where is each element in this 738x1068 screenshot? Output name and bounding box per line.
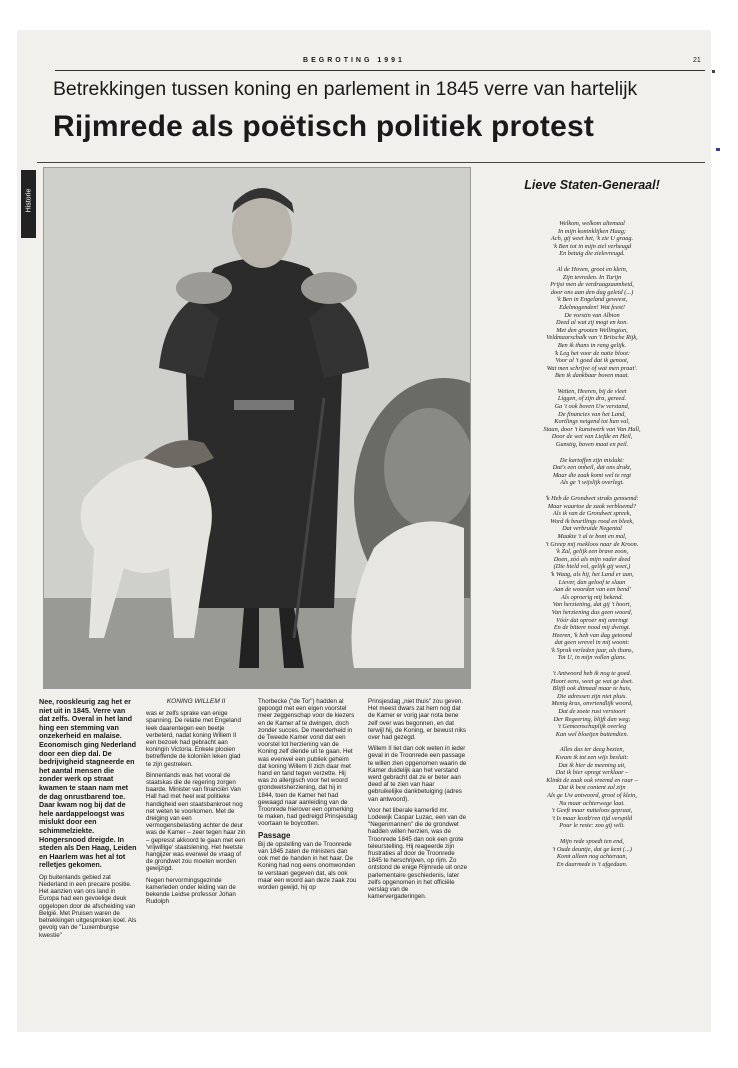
poem-line: Veldmaarschalk van 't Britsche Rijk, xyxy=(546,334,638,342)
article-column-1 xyxy=(39,698,137,943)
poem-line: Blijft ook ditmaal maar te huis, xyxy=(552,685,632,693)
poem-line: Staan, door 't kunstwerk van Van Hall, xyxy=(543,425,641,433)
poem-line: Maar waartoe de zaak verbloemd? xyxy=(547,502,637,510)
article-paragraph: Thorbecke ("de Tor") hadden al gepoogd met een eigen voorstel meer zeggenschap voor de kiezers en de Kamer af te dwingen, doch zonder succes. De meerderheid in de Tweede Kamer vond dat een voorstel tot herziening van de Koning zelf diende uit te gaan. Het was evenwel een publiek geheim dat koning Willem II zich daar met hand en tand tegen verzette. Hij was zo allergisch voor het woord grondwetsherziening, dat hij in 1844, toen de Kamer het had gewaagd naar aanleiding van de Troonrede hierover een opmerking te maken, had gedreigd Prinsjesdag voortaan te boycotten. xyxy=(258,698,358,828)
poem-line: Ach, gij weet het, 'k zie U graag. xyxy=(550,235,634,243)
poem-line: Kan wel bloeijen buitendien. xyxy=(555,730,629,738)
article-kicker: Betrekkingen tussen koning en parlement in 1845 verre van hartelijk xyxy=(53,78,638,100)
poem-line: Komt alleen nog achteraan, xyxy=(556,853,628,861)
poem-line: 't Gemeenschaplijk overleg xyxy=(557,723,627,731)
article-paragraph: Willem II liet dan ook weten in ieder geval in de Troonrede een passage te willen zien opgenomen waarin de Kamer duidelijk aan het verstand werd gebracht dat ze er beter aan deed af te zien van haar gebruikelijke dankbetuiging (adres van antwoord). xyxy=(368,745,467,803)
poem-line: Dat's een onheil, dat ons drukt, xyxy=(552,464,632,472)
poem-line: En betuig die zielevreugd. xyxy=(559,250,625,258)
poem-line: Gunstig, boven maat en peil. xyxy=(555,441,629,449)
poem-line: Van herziening dus geen woord, xyxy=(551,608,633,616)
poem-line: Als oproerig mij bekend. xyxy=(560,593,624,601)
article-column-3 xyxy=(258,698,358,895)
headline-rule xyxy=(37,162,705,163)
poem-line: Der Regeering, blijft dan weg; xyxy=(553,715,631,723)
poem xyxy=(479,220,705,876)
poem-line: Hoort eens, weet ge wat ge doet. xyxy=(550,677,634,685)
poem-line: Wat men schrijve of wat men praat'. xyxy=(546,364,638,372)
article-paragraph: Negen hervormingsgezinde kamerleden onder leiding van de bekende Leidse professor Johan Rudolph xyxy=(146,876,236,906)
page-number: 21 xyxy=(693,57,701,64)
poem-line: 'k Heb de Grondwet straks genoemd: xyxy=(545,495,639,502)
poem-stanza xyxy=(479,670,705,738)
poem-line: Vóór dat oproer mij omringt xyxy=(556,616,628,624)
poem-line: Die adressen zijn niet pluis. xyxy=(557,692,627,700)
poem-line: 'k Sprak verleden jaar, als thans, xyxy=(550,646,634,654)
poem-line: Deed al wat zij mogt en kon. xyxy=(556,319,628,327)
poem-line: Zijn tevreden. In Turijn xyxy=(562,273,622,281)
poem-line: Pour le reste: zoo gij wilt. xyxy=(559,822,625,830)
article-headline: Rijmrede als poëtisch politiek protest xyxy=(53,110,595,143)
poem-line: En de bittere nood mij dwingt. xyxy=(553,624,631,632)
poem-line: 't Geeft maar nutteloos gepraat, xyxy=(551,807,633,815)
article-paragraph: Op buitenlands gebied zat Nederland in een precaire positie. Het aanzien van ons land in Europa had een gevoelige deuk opgelopen door de afscheiding van België. Met Pruisen waren de betrekkingen uitgesproken koel. Als gevolg van de "Luxemburgse kwestie" xyxy=(39,873,137,939)
poem-line: En daarmede is 't afgedaan. xyxy=(556,860,628,868)
margin-mark xyxy=(716,148,720,151)
poem-line: Dat ik hier de meening uit, xyxy=(558,761,626,769)
poem-line: De kartoffen zijn mislukt: xyxy=(559,456,625,464)
poem-line: 'k Zal, gelijk een brave zoon, xyxy=(555,548,629,556)
article-paragraph: was er zelfs sprake van enige spanning. De relatie met Engeland leek daarentegen een beetje verbeterd, nadat koning Willem II een bezoek had gebracht aan koningin Victoria. Enkele plooien betreffende de koloniën leken glad te zijn gestreken. xyxy=(146,710,241,768)
poem-line: In mijn koninklijken Haag; xyxy=(557,227,627,235)
poem-line: Maar die zaak komt wel te regt xyxy=(552,471,632,479)
poem-line: Dat ik hier opregt verklaar – xyxy=(555,769,629,777)
poem-line: 'k Ben in Engeland geweest, xyxy=(556,296,628,304)
poem-line: Mijn rede spoedt ten end, xyxy=(560,837,624,845)
poem-line: Ben ik dankbaar boven maat. xyxy=(555,372,629,380)
poem-line: Als ik van de Grondwet spreek, xyxy=(552,510,632,518)
portrait-photo xyxy=(43,167,471,689)
poem-line: 'k Waag, als hij, het Land er aan, xyxy=(550,570,634,578)
poem-line: (Die hield vol, gelijk gij weet,) xyxy=(553,563,631,571)
poem-line: Ben ik thans in rang gelijk. xyxy=(557,341,627,349)
poem-line: Kwam ik tot een wijs besluit: xyxy=(555,754,629,761)
poem-line: Tot U, in mijn vollen glans. xyxy=(557,654,627,662)
poem-stanza xyxy=(479,746,705,830)
poem-line: Liever, dan geloof te slaan xyxy=(558,578,626,586)
poem-title: Lieve Staten-Generaal! xyxy=(524,178,660,192)
poem-line: Als ge 't wijslijk overlegt. xyxy=(560,479,624,487)
poem-line: Doen, zóó als mijn vader deed xyxy=(553,555,631,563)
article-paragraph: Binnenlands was het vooral de staatskas die de regering zorgen baarde. Minister van financiën Van Hall had met heel wat politieke handigheid een staatsbankroet nog net weten te voorkomen. Met de dreiging van een vermogensbelasting achter de deur was de Kamer – zeer tegen haar zin – gepresst akkoord te gaan met een 'vrijwillige' staatslening. Het heetste hangijzer was evenwel de vraag of de grondwet zou moeten worden gewijzigd. xyxy=(146,771,246,873)
article-paragraph: Prinsjesdag „niet thuis" zou geven. Het meest dwars zat hem nog dat de Kamer er vorig jaar nota bene zelf over was begonnen, en dat terwijl hij, de Koning, er bewust niks over had gezegd. xyxy=(368,698,467,742)
poem-line: Ga 't ook boven Uw verstand, xyxy=(554,403,630,411)
poem-line: Edelmogenden! Wat feest! xyxy=(559,303,625,311)
article-paragraph: Voor het liberale kamerlid mr. Lodewijk Caspar Luzac, een van de "Negenmannen" die de grondwet hadden willen herzien, was de Troonrede 1845 dan ook een grote teleurstelling. Hij reageerde zijn frustraties af door de Troonrede 1845 te herschrijven, op rijm. Zo ontstond de enige Rijmrede uit onze parlementaire geschiedenis, later zelfs opgenomen in het officiële verslag van de kamervergaderingen. xyxy=(368,806,468,901)
poem-line: Word ik beurtlings rood en bleek, xyxy=(550,517,634,525)
article-paragraph: Bij de opstelling van de Troonrede van 1845 zaten de ministers dan ook met de handen in het haar. De Koning had nog eens onomwonden te verstaan gegeven dat, als ook maar een woord aan deze zaak zou worden gewijd, hij op xyxy=(258,840,357,892)
poem-stanza xyxy=(479,388,705,449)
photo-caption: KONING WILLEM II xyxy=(166,698,226,705)
poem-line: Welkom, welkom altemaal xyxy=(559,220,625,227)
article-column-4 xyxy=(368,698,468,904)
poem-line: 't Is maar kostb'ren tijd verspild xyxy=(551,814,633,822)
poem-line: Al de Hoven, groot en klein, xyxy=(556,265,628,273)
top-rule xyxy=(55,70,705,71)
margin-mark xyxy=(712,70,715,73)
poem-line: Kortlings neigend tot hun val, xyxy=(554,418,630,426)
poem-line: Voor al 't goed dat ik genoot, xyxy=(555,357,629,365)
poem-stanza xyxy=(479,266,705,380)
poem-stanza xyxy=(479,220,705,258)
newspaper-page xyxy=(17,30,711,1032)
poem-line: Als ge Uw antwoord, groot of klein, xyxy=(547,791,637,799)
poem-line: 't Oude deuntje, dat ge kent (...) xyxy=(552,845,632,853)
poem-line: Aan de woorden van een bend' xyxy=(553,586,631,594)
poem-line: Dat de zoete rust verstoort xyxy=(558,708,626,716)
poem-line: De financies van het Land, xyxy=(558,410,626,418)
poem-line: Nu maar achterwege laat. xyxy=(559,799,625,807)
poem-line: Dat verbruide Negental xyxy=(562,525,622,533)
poem-line: 'k Ben tot in mijn ziel verheugd xyxy=(552,242,632,250)
section-subhead: Passage xyxy=(258,830,291,840)
portrait-illustration xyxy=(44,168,470,688)
section-tab-label: Historie xyxy=(25,188,33,213)
poem-line: Maakte 't al te bont en mal, xyxy=(557,532,627,540)
running-head: BEGROTING 1991 xyxy=(303,57,405,64)
poem-stanza xyxy=(479,457,705,487)
poem-line: Klinkt de zaak ook vreemd en raar – xyxy=(546,776,638,784)
poem-line: Van herziening, dat gij 't hoort, xyxy=(552,601,632,609)
poem-stanza xyxy=(479,495,705,662)
poem-line: 'k Leg het voor de natie bloot: xyxy=(554,349,630,357)
article-column-2 xyxy=(146,698,246,909)
poem-line: Menig kras, onvriendlijk woord, xyxy=(551,700,633,708)
poem-line: dat geen wrevel in mij woont: xyxy=(554,639,630,647)
poem-line: Liggen, of zijn dra, gereed. xyxy=(557,395,627,403)
article-lead: Nee, rooskleurig zag het er niet uit in 1845. Verre van dat zelfs. Overal in het land hing een stemming van onzekerheid en malaise. Economisch ging Nederland door een diep dal. De bedrijvigheid stagneerde en het aantal mensen die zonder werk op straat kwamen te staan nam met de dag onrustbarend toe. Daar kwam nog bij dat de hele aardappeloogst was mislukt door een schimmelziekte. Hongersnood dreigde. In steden als Den Haag, Leiden en Haarlem was het al tot relletjes gekomen. xyxy=(39,697,137,870)
poem-line: De vorstin van Albion xyxy=(564,311,620,319)
poem-line: door ons aan den dag geleid (...) xyxy=(550,288,634,296)
poem-line: Alles dus ter deeg bezien, xyxy=(559,746,625,754)
poem-line: Wetten, Heeren, bij de vleet xyxy=(557,387,627,395)
poem-line: Door de wet van Liefde en Heil, xyxy=(551,433,633,441)
poem-line: Prijst men de verdraagzaamheid, xyxy=(550,281,634,289)
poem-stanza xyxy=(479,838,705,868)
poem-line: Dat ik best content zal zijn xyxy=(558,784,626,792)
poem-line: 't Antwoord heb ik nog te goed. xyxy=(552,670,632,678)
poem-line: Met den grooten Wellington, xyxy=(556,326,628,334)
section-tab xyxy=(21,170,36,238)
poem-line: 't Greep mij roekloos naar de Kroon. xyxy=(545,540,639,548)
poem-line: Heeren, 'k heb van dag getoond xyxy=(552,631,632,639)
